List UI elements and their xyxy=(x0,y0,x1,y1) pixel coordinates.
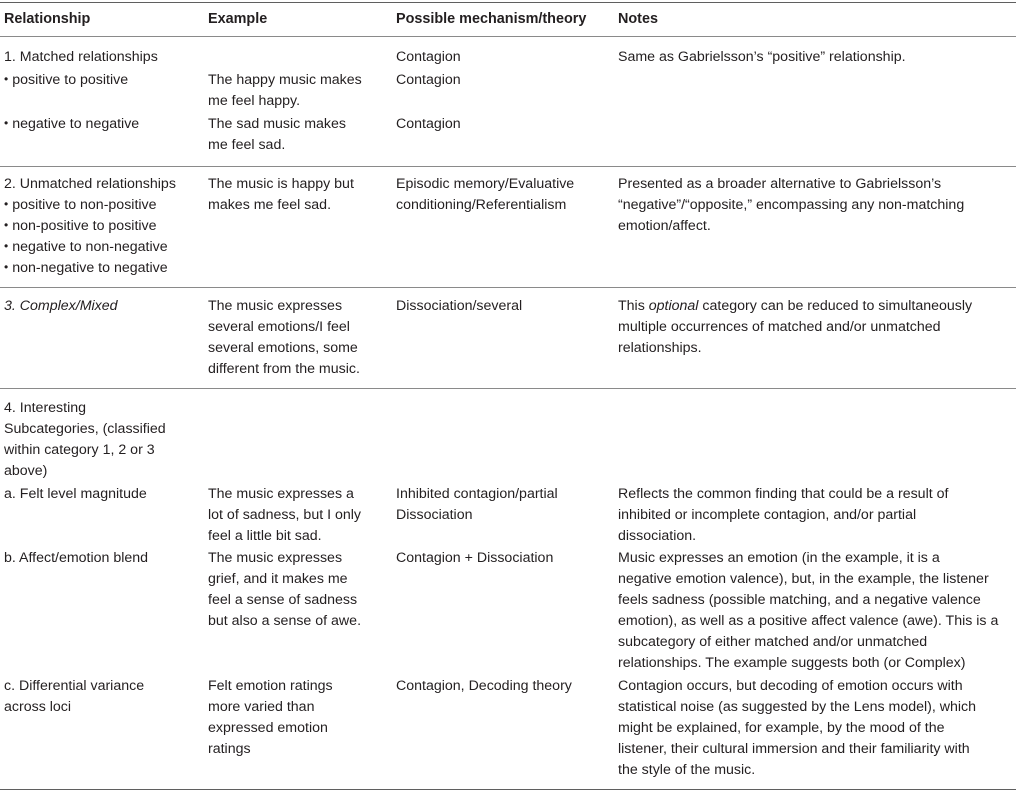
variance-example-line: ratings xyxy=(208,741,251,757)
complex-example-line: several emotions, some xyxy=(208,340,358,356)
unmatched-example-line: makes me feel sad. xyxy=(208,197,332,213)
unmatched-item: • non-negative to negative xyxy=(4,258,168,279)
matched-negative-label: • negative to negative xyxy=(4,114,139,135)
blend-example-line: grief, and it makes me xyxy=(208,571,348,587)
matched-mechanism: Contagion xyxy=(396,49,461,65)
interesting-title-line: Subcategories, (classified xyxy=(4,421,166,437)
felt-level-notes-line: dissociation. xyxy=(618,528,697,544)
blend-notes-line: feels sadness (possible matching, and a negative valence xyxy=(618,592,981,608)
unmatched-item: • negative to non-negative xyxy=(4,237,168,258)
blend-notes-line: subcategory of either matched and/or unmatched xyxy=(618,634,928,650)
unmatched-mechanism-line: Episodic memory/Evaluative xyxy=(396,176,575,192)
table-top-rule xyxy=(0,2,1016,3)
complex-notes-line: multiple occurrences of matched and/or unmatched xyxy=(618,319,941,335)
unmatched-item: • positive to non-positive xyxy=(4,195,157,216)
matched-positive-mechanism: Contagion xyxy=(396,72,461,88)
complex-example-line: several emotions/I feel xyxy=(208,319,350,335)
blend-notes-line: Music expresses an emotion (in the example, it is a xyxy=(618,550,940,566)
blend-example-line: but also a sense of awe. xyxy=(208,613,362,629)
unmatched-mechanism-line: conditioning/Referentialism xyxy=(396,197,567,213)
row-divider xyxy=(0,166,1016,167)
variance-notes-line: statistical noise (as suggested by the Lens model), which xyxy=(618,699,977,715)
complex-example-line: different from the music. xyxy=(208,361,360,377)
row-divider xyxy=(0,287,1016,288)
header-rule xyxy=(0,36,1016,37)
felt-level-mechanism-line: Inhibited contagion/partial xyxy=(396,486,558,502)
blend-example-line: feel a sense of sadness xyxy=(208,592,358,608)
matched-negative-example-line: The sad music makes xyxy=(208,116,346,132)
blend-title: b. Affect/emotion blend xyxy=(4,550,149,566)
variance-notes-line: listener, their cultural immersion and their familiarity with xyxy=(618,741,970,757)
variance-example-line: expressed emotion xyxy=(208,720,328,736)
blend-example-line: The music expresses xyxy=(208,550,343,566)
blend-notes-line: emotion), as well as a positive affect valence (awe). This is a xyxy=(618,613,999,629)
unmatched-item: • non-positive to positive xyxy=(4,216,157,237)
complex-title: 3. Complex/Mixed xyxy=(4,298,118,314)
matched-positive-example-line: me feel happy. xyxy=(208,93,301,109)
complex-example-line: The music expresses xyxy=(208,298,343,314)
blend-notes-line: negative emotion valence), but, in the example, the listener xyxy=(618,571,989,587)
interesting-title-line: above) xyxy=(4,463,48,479)
blend-mechanism: Contagion + Dissociation xyxy=(396,550,554,566)
blend-notes-line: relationships. The example suggests both (or Complex) xyxy=(618,655,966,671)
complex-mechanism: Dissociation/several xyxy=(396,298,523,314)
header-relationship: Relationship xyxy=(4,11,91,27)
felt-level-example-line: feel a little bit sad. xyxy=(208,528,322,544)
header-notes: Notes xyxy=(618,11,658,27)
complex-notes-emphasis: optional xyxy=(648,298,699,314)
unmatched-notes-line: “negative”/“opposite,” encompassing any non-matching xyxy=(618,197,965,213)
matched-negative-mechanism: Contagion xyxy=(396,116,461,132)
matched-negative-example-line: me feel sad. xyxy=(208,137,286,153)
header-example: Example xyxy=(208,11,268,27)
matched-notes: Same as Gabrielsson’s “positive” relationship. xyxy=(618,49,906,65)
felt-level-notes-line: inhibited or incomplete contagion, and/or partial xyxy=(618,507,917,523)
interesting-title-line: 4. Interesting xyxy=(4,400,87,416)
unmatched-title: 2. Unmatched relationships xyxy=(4,176,176,192)
variance-notes-line: Contagion occurs, but decoding of emotion occurs with xyxy=(618,678,963,694)
complex-notes-line xyxy=(618,296,972,317)
header-mechanism: Possible mechanism/theory xyxy=(396,11,587,27)
felt-level-title: a. Felt level magnitude xyxy=(4,486,147,502)
matched-positive-label: • positive to positive xyxy=(4,70,128,91)
variance-title-line: across loci xyxy=(4,699,72,715)
variance-notes-line: might be explained, for example, by the mood of the xyxy=(618,720,945,736)
table-bottom-rule xyxy=(0,789,1016,790)
variance-example-line: Felt emotion ratings xyxy=(208,678,333,694)
felt-level-example-line: lot of sadness, but I only xyxy=(208,507,362,523)
felt-level-notes-line: Reflects the common finding that could be a result of xyxy=(618,486,949,502)
variance-notes-line: the style of the music. xyxy=(618,762,756,778)
matched-positive-example-line: The happy music makes xyxy=(208,72,362,88)
unmatched-notes-line: Presented as a broader alternative to Gabrielsson’s xyxy=(618,176,942,192)
complex-notes-line: relationships. xyxy=(618,340,702,356)
variance-example-line: more varied than xyxy=(208,699,315,715)
row-divider xyxy=(0,388,1016,389)
complex-notes-pre: This xyxy=(618,298,649,314)
complex-notes-post: category can be reduced to simultaneously xyxy=(698,298,973,314)
felt-level-example-line: The music expresses a xyxy=(208,486,354,502)
variance-title-line: c. Differential variance xyxy=(4,678,145,694)
variance-mechanism: Contagion, Decoding theory xyxy=(396,678,572,694)
felt-level-mechanism-line: Dissociation xyxy=(396,507,473,523)
unmatched-notes-line: emotion/affect. xyxy=(618,218,711,234)
matched-title: 1. Matched relationships xyxy=(4,49,158,65)
interesting-title-line: within category 1, 2 or 3 xyxy=(4,442,155,458)
unmatched-example-line: The music is happy but xyxy=(208,176,354,192)
